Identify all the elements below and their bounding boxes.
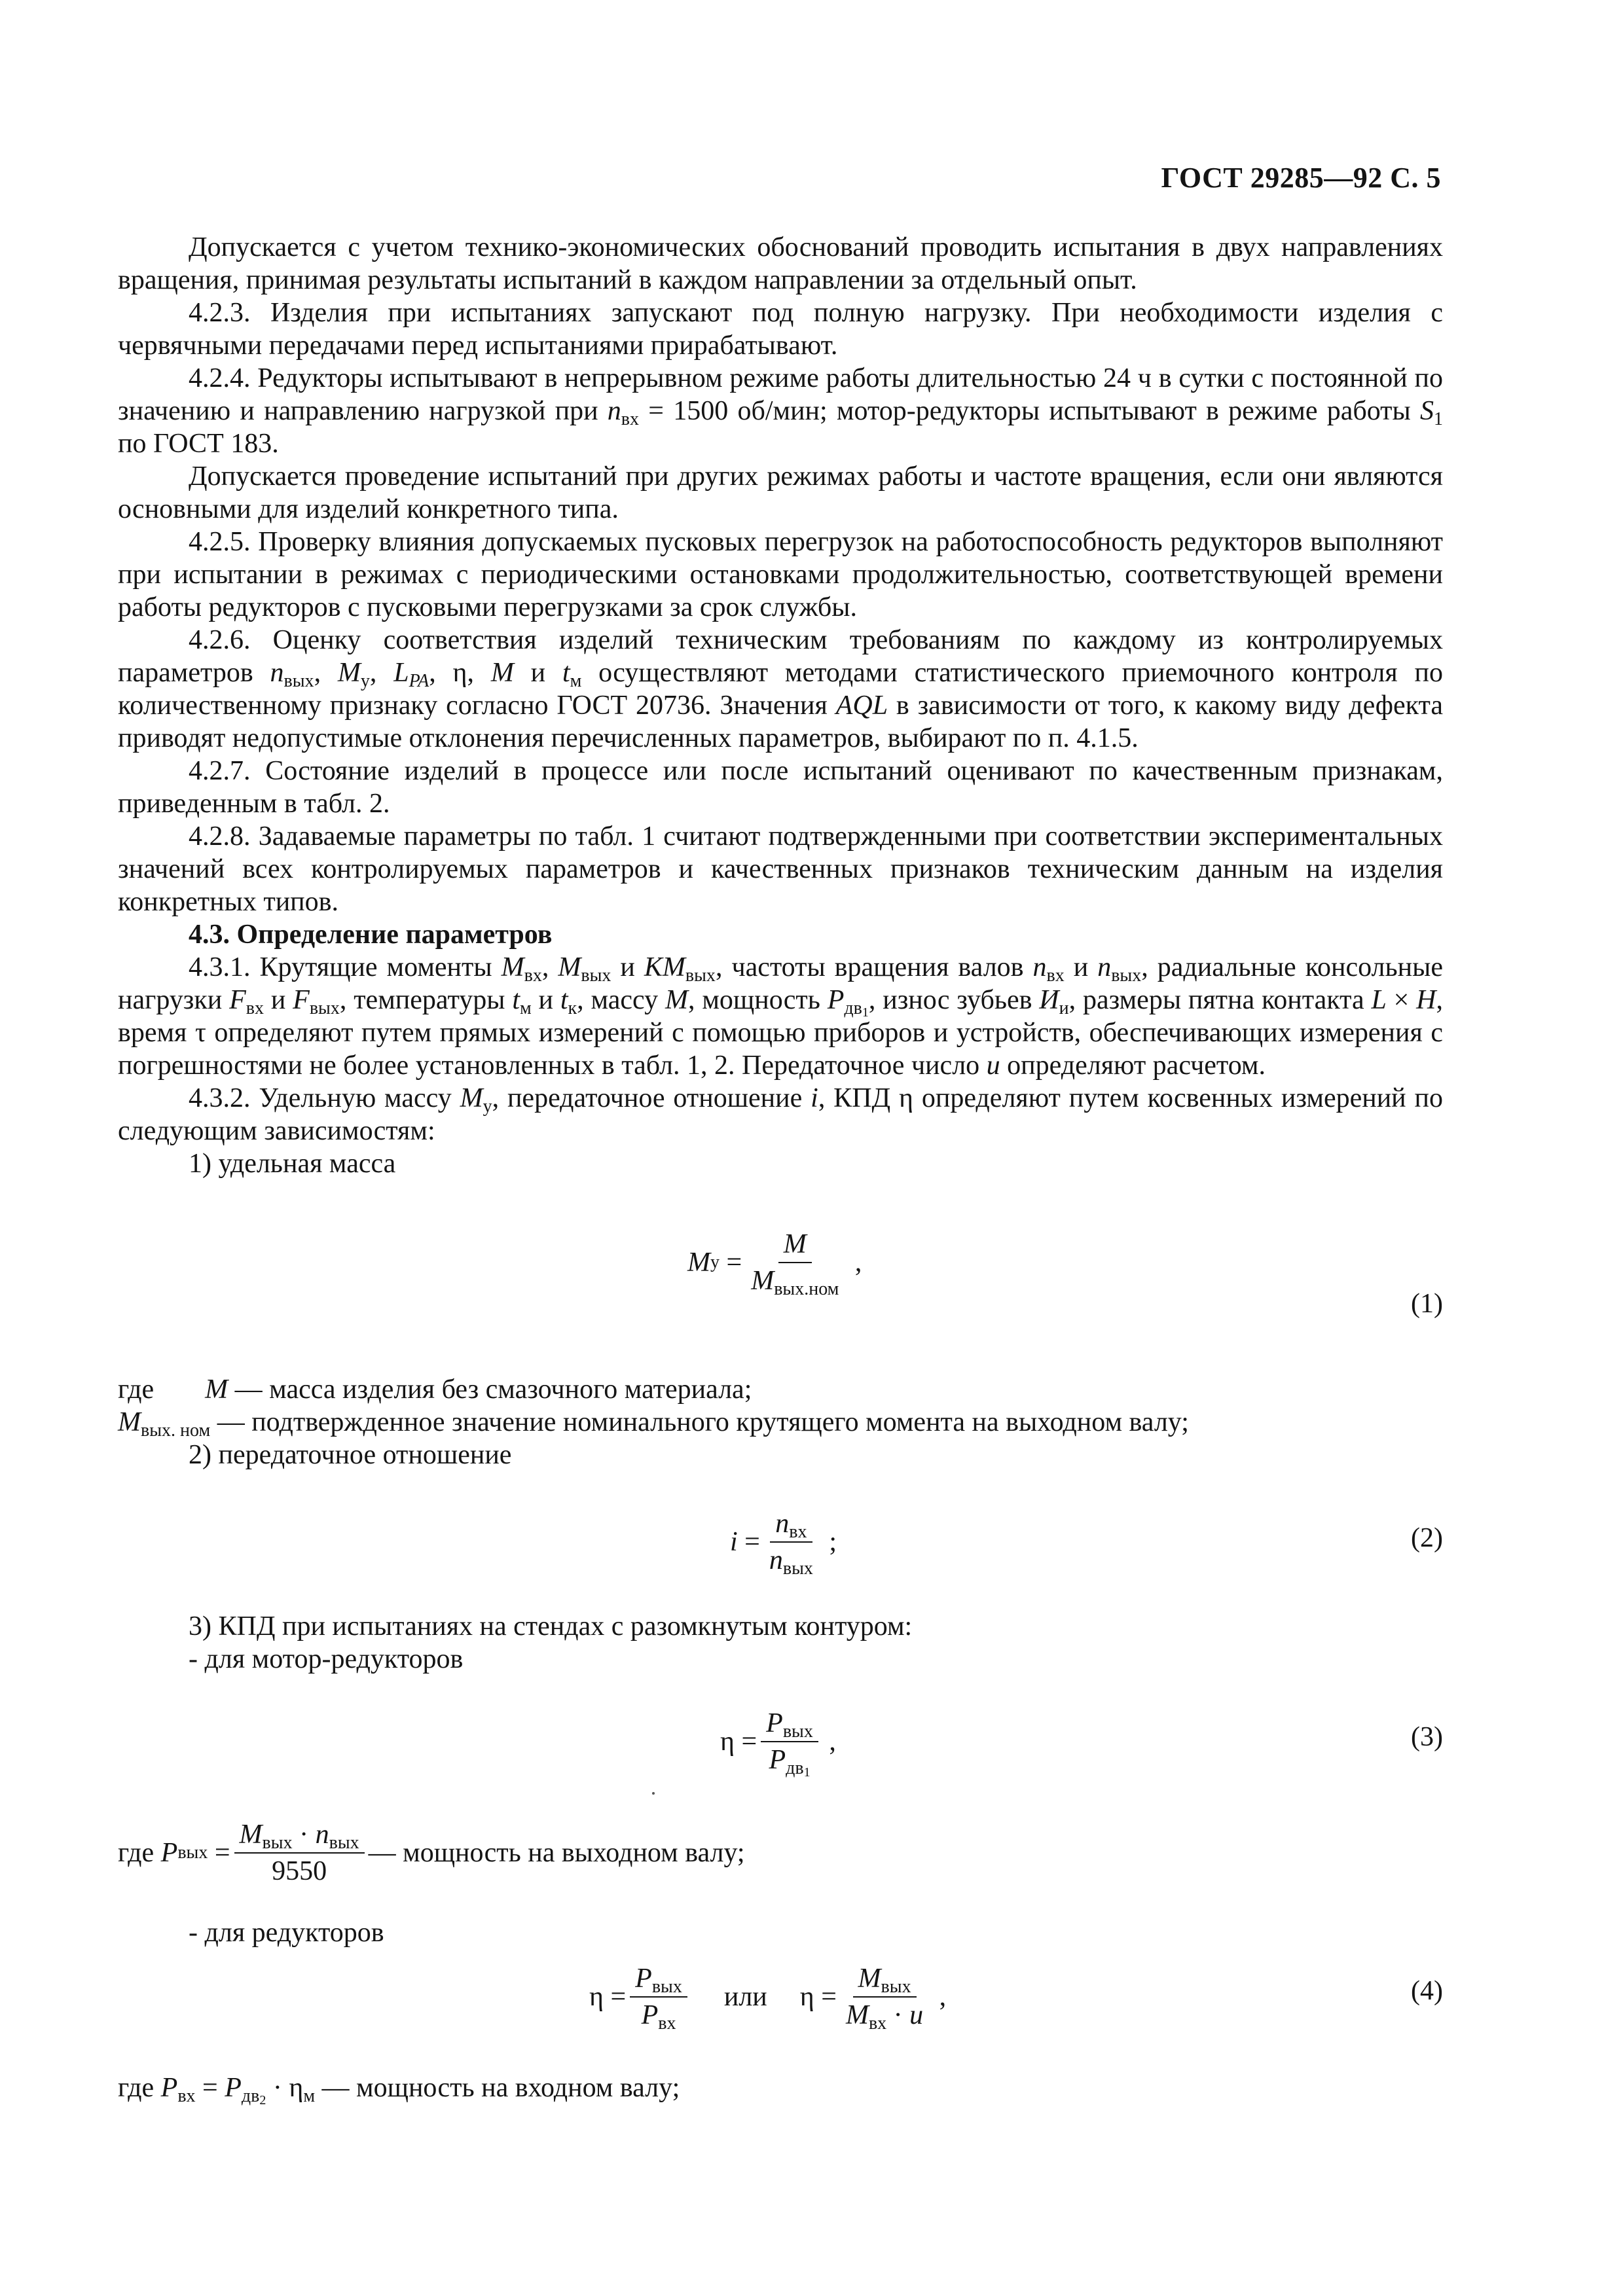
list-block-4	[118, 1916, 384, 1949]
paragraph: 4.3.2. Удельную массу $M_у$, передаточное отношение i, КПД η определяют путем косвенных измерений по следующим зависимостям:	[118, 1083, 1443, 1146]
paragraph: 4.2.5. Проверку влияния допускаемых пусковых перегрузок на работоспособность редукторов выполняют при испытании в режимах с периодическими остановками продолжительностью, соответствующей времени работы редукторов с пусковыми перегрузками за срок службы.	[118, 527, 1443, 622]
equation-number-3: (3)	[1411, 1722, 1443, 1752]
formula-2: i = $\frac{n_{вх}}{n_{вых}}$ ;	[730, 1509, 837, 1579]
list-item: - для редукторов	[189, 1918, 384, 1948]
formula-4: η = $\frac{P_{вых}}{P_{вх}}$ или η = $\frac{M_{вых}}{M_{вх} \cdot u}$ ,	[589, 1964, 947, 2034]
list-item: 3) КПД при испытаниях на стендах с разомкнутым контуром:	[189, 1611, 913, 1641]
equation-number-2: (2)	[1411, 1523, 1443, 1553]
paragraph: 4.3.1. Крутящие моменты $M_{вх}$, $M_{вых}$ и $KM_{вых}$, частоты вращения валов $n_{вх}$ и $n_{вых}$, радиальные консольные нагрузки $F_{вх}$ и $F_{вых}$, температуры $t_м$ и $t_к$, массу M, мощность $P_{дв_1}$, износ зубьев $И_и$, размеры пятна контакта L × H, время τ определяют путем прямых измерений с помощью приборов и устройств, обеспечивающих измерения с погрешностями не более установленных в табл. 1, 2. Передаточное число u определяют расчетом.	[118, 952, 1444, 1081]
body-text	[118, 231, 1443, 1180]
paragraph: 4.2.4. Редукторы испытывают в непрерывном режиме работы длительностью 24 ч в сутки с постоянной по значению и направлению нагрузкой при $n_{вх} = 1500$ об/мин; мотор-редукторы испытывают в режиме работы $S_1$ по ГОСТ 183.	[118, 363, 1443, 459]
formula-1: M у = $\frac{M}{M_{вых.ном}}$ ,	[687, 1229, 862, 1299]
where-clause-3: где P вых = $\frac{M_{вых} \cdot n_{вых}}{9550}$ — мощность на выходном валу;	[118, 1820, 745, 1886]
paragraph: 4.2.3. Изделия при испытаниях запускают под полную нагрузку. При необходимости изделия с червячными передачами перед испытаниями прирабатывают.	[118, 298, 1443, 361]
paragraph: 4.2.7. Состояние изделий в процессе или после испытаний оценивают по качественным признакам, приведенным в табл. 2.	[118, 756, 1443, 819]
list-item: 1) удельная масса	[189, 1149, 396, 1179]
equation-number-4: (4)	[1411, 1976, 1443, 2006]
where-clause-4: где $P_{вх} = P_{дв_2} \cdot \eta_м$ — мощность на входном валу;	[118, 2073, 680, 2108]
stray-dot	[652, 1792, 655, 1795]
where-clause-1: где M — масса изделия без смазочного материала; $M_{вых. ном}$ — подтвержденное значение номинального крутящего момента на выходном валу; 2) передаточное отношение	[118, 1374, 1189, 1470]
list-item: - для мотор-редукторов	[189, 1644, 464, 1674]
equation-number-1: (1)	[1411, 1289, 1443, 1319]
section-heading: 4.3. Определение параметров	[189, 920, 553, 950]
paragraph: Допускается с учетом технико-экономических обоснований проводить испытания в двух направлениях вращения, принимая результаты испытаний в каждом направлении за отдельный опыт.	[118, 232, 1443, 295]
paragraph: 4.2.6. Оценку соответствия изделий техническим требованиям по каждому из контролируемых параметров $n_{вых}$, $M_у$, $L_{PA}$, η, M и $t_м$ осуществляют методами статистического приемочного контроля по количественному признаку согласно ГОСТ 20736. Значения AQL в зависимости от того, к какому виду дефекта приводят недопустимые отклонения перечисленных параметров, выбирают по п. 4.1.5.	[118, 625, 1444, 753]
list-item: 2) передаточное отношение	[189, 1440, 512, 1470]
page-header: ГОСТ 29285—92 С. 5	[1161, 162, 1441, 194]
formula-3: η = $\frac{P_{вых}}{P_{дв_1}}$ ,	[720, 1708, 836, 1780]
list-block-3	[118, 1610, 912, 1676]
paragraph: Допускается проведение испытаний при других режимах работы и частоте вращения, если они являются основными для изделий конкретного типа.	[118, 461, 1443, 524]
paragraph: 4.2.8. Задаваемые параметры по табл. 1 считают подтвержденными при соответствии экспериментальных значений всех контролируемых параметров и качественных признаков техническим данным на изделия конкретных типов.	[118, 821, 1443, 917]
